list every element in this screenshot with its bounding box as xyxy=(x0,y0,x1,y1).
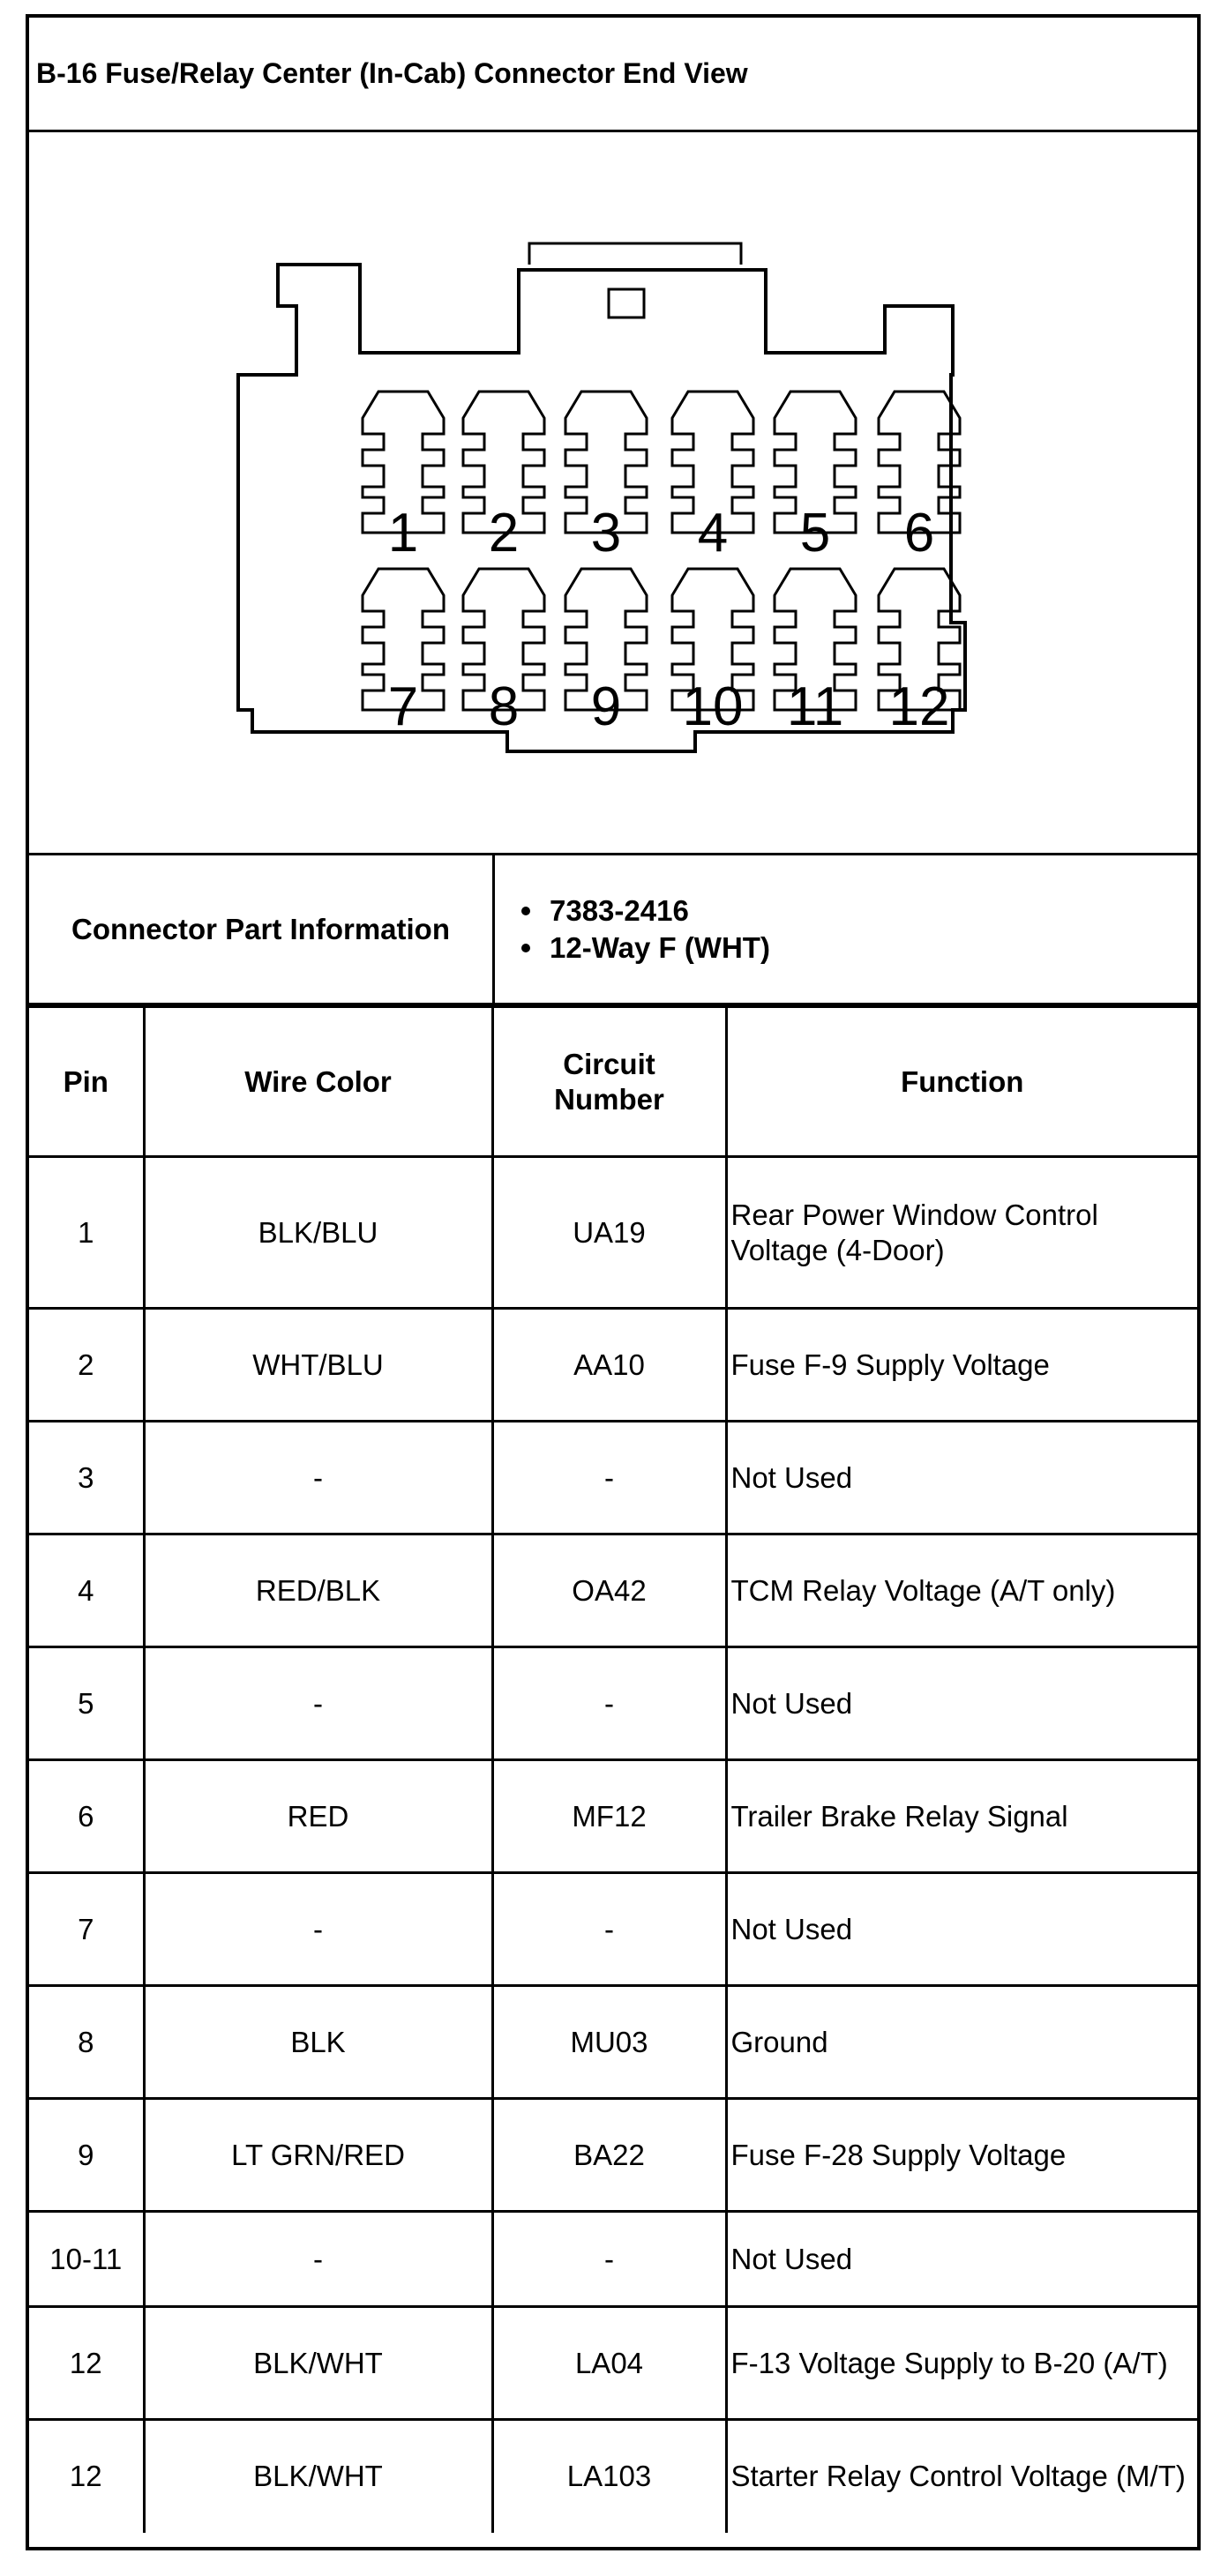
circuit-number-cell: - xyxy=(492,2212,726,2307)
pin-cell: 2 xyxy=(29,1309,144,1422)
connector-part-info xyxy=(29,855,1197,1005)
circuit-number-cell: - xyxy=(492,1647,726,1760)
pin-cell: 7 xyxy=(29,1873,144,1986)
wire-color-cell: BLK/WHT xyxy=(144,2420,492,2533)
header-function: Function xyxy=(726,1007,1197,1157)
pin-number-label: 1 xyxy=(387,503,419,564)
pin-cell: 10-11 xyxy=(29,2212,144,2307)
pin-number-label: 9 xyxy=(590,676,622,737)
function-cell: Not Used xyxy=(726,1873,1197,1986)
connector-document xyxy=(26,14,1201,2550)
function-cell: Fuse F-9 Supply Voltage xyxy=(726,1309,1197,1422)
function-cell: Not Used xyxy=(726,2212,1197,2307)
pin-number-label: 8 xyxy=(488,676,520,737)
connector-drawing xyxy=(29,132,1197,855)
wire-color-cell: RED/BLK xyxy=(144,1534,492,1647)
part-info-item xyxy=(521,892,770,930)
circuit-number-cell: BA22 xyxy=(492,2099,726,2212)
part-number: 7383-2416 xyxy=(550,893,689,927)
table-row xyxy=(29,1760,1197,1873)
function-cell: Ground xyxy=(726,1986,1197,2099)
pin-number-label: 12 xyxy=(888,676,950,737)
table-row xyxy=(29,2099,1197,2212)
header-pin: Pin xyxy=(29,1007,144,1157)
function-cell: Rear Power Window Control Voltage (4-Door) xyxy=(726,1157,1197,1309)
part-info-item xyxy=(521,930,770,967)
pinout-table xyxy=(29,1005,1197,2533)
circuit-number-cell: LA04 xyxy=(492,2307,726,2420)
pin-cell: 8 xyxy=(29,1986,144,2099)
pin-number-label: 6 xyxy=(903,503,935,564)
pin-cell: 6 xyxy=(29,1760,144,1873)
pinout-table-body xyxy=(29,1157,1197,2533)
function-cell: Starter Relay Control Voltage (M/T) xyxy=(726,2420,1197,2533)
wire-color-cell: - xyxy=(144,1422,492,1534)
pin-cell: 4 xyxy=(29,1534,144,1647)
pin-number-label: 11 xyxy=(786,676,844,737)
table-row xyxy=(29,2420,1197,2533)
circuit-number-cell: LA103 xyxy=(492,2420,726,2533)
bullet-icon xyxy=(521,944,530,952)
function-cell: Not Used xyxy=(726,1422,1197,1534)
pin-number-label: 3 xyxy=(590,503,622,564)
wire-color-cell: RED xyxy=(144,1760,492,1873)
function-cell: Trailer Brake Relay Signal xyxy=(726,1760,1197,1873)
table-row xyxy=(29,1647,1197,1760)
table-row xyxy=(29,1309,1197,1422)
pin-cell: 12 xyxy=(29,2420,144,2533)
pin-cell: 1 xyxy=(29,1157,144,1309)
connector-end-view xyxy=(29,132,1197,855)
circuit-number-cell: OA42 xyxy=(492,1534,726,1647)
circuit-number-cell: MF12 xyxy=(492,1760,726,1873)
wire-color-cell: LT GRN/RED xyxy=(144,2099,492,2212)
table-row xyxy=(29,1534,1197,1647)
wire-color-cell: - xyxy=(144,1873,492,1986)
function-cell: F-13 Voltage Supply to B-20 (A/T) xyxy=(726,2307,1197,2420)
table-row xyxy=(29,2212,1197,2307)
pin-number-label: 10 xyxy=(682,676,744,737)
header-circuit-number-text: Circuit Number xyxy=(554,1047,664,1116)
connector-key-window xyxy=(609,289,644,317)
function-cell: TCM Relay Voltage (A/T only) xyxy=(726,1534,1197,1647)
wire-color-cell: - xyxy=(144,1647,492,1760)
function-cell: Fuse F-28 Supply Voltage xyxy=(726,2099,1197,2212)
wire-color-cell: BLK xyxy=(144,1986,492,2099)
part-info-label: Connector Part Information xyxy=(29,855,495,1003)
header-circuit-number xyxy=(492,1007,726,1157)
pin-number-label: 4 xyxy=(697,503,729,564)
table-row xyxy=(29,2307,1197,2420)
bullet-icon xyxy=(521,907,530,915)
connector-top-key xyxy=(529,243,741,265)
circuit-number-cell: AA10 xyxy=(492,1309,726,1422)
header-wire-color: Wire Color xyxy=(144,1007,492,1157)
pin-number-label: 5 xyxy=(799,503,831,564)
circuit-number-cell: - xyxy=(492,1422,726,1534)
pin-number-label: 7 xyxy=(387,676,419,737)
table-row xyxy=(29,1873,1197,1986)
wire-color-cell: BLK/BLU xyxy=(144,1157,492,1309)
pin-cell: 3 xyxy=(29,1422,144,1534)
connector-type: 12-Way F (WHT) xyxy=(550,930,770,964)
wire-color-cell: WHT/BLU xyxy=(144,1309,492,1422)
function-cell: Not Used xyxy=(726,1647,1197,1760)
wire-color-cell: - xyxy=(144,2212,492,2307)
pin-cell: 12 xyxy=(29,2307,144,2420)
table-row xyxy=(29,1157,1197,1309)
wire-color-cell: BLK/WHT xyxy=(144,2307,492,2420)
part-info-list xyxy=(521,892,770,967)
pin-number-label: 2 xyxy=(488,503,520,564)
pin-cell: 5 xyxy=(29,1647,144,1760)
circuit-number-cell: - xyxy=(492,1873,726,1986)
document-title: B-16 Fuse/Relay Center (In-Cab) Connector End View xyxy=(29,18,1197,132)
table-row xyxy=(29,1986,1197,2099)
circuit-number-cell: MU03 xyxy=(492,1986,726,2099)
pin-cell: 9 xyxy=(29,2099,144,2212)
circuit-number-cell: UA19 xyxy=(492,1157,726,1309)
table-header-row xyxy=(29,1007,1197,1157)
table-row xyxy=(29,1422,1197,1534)
